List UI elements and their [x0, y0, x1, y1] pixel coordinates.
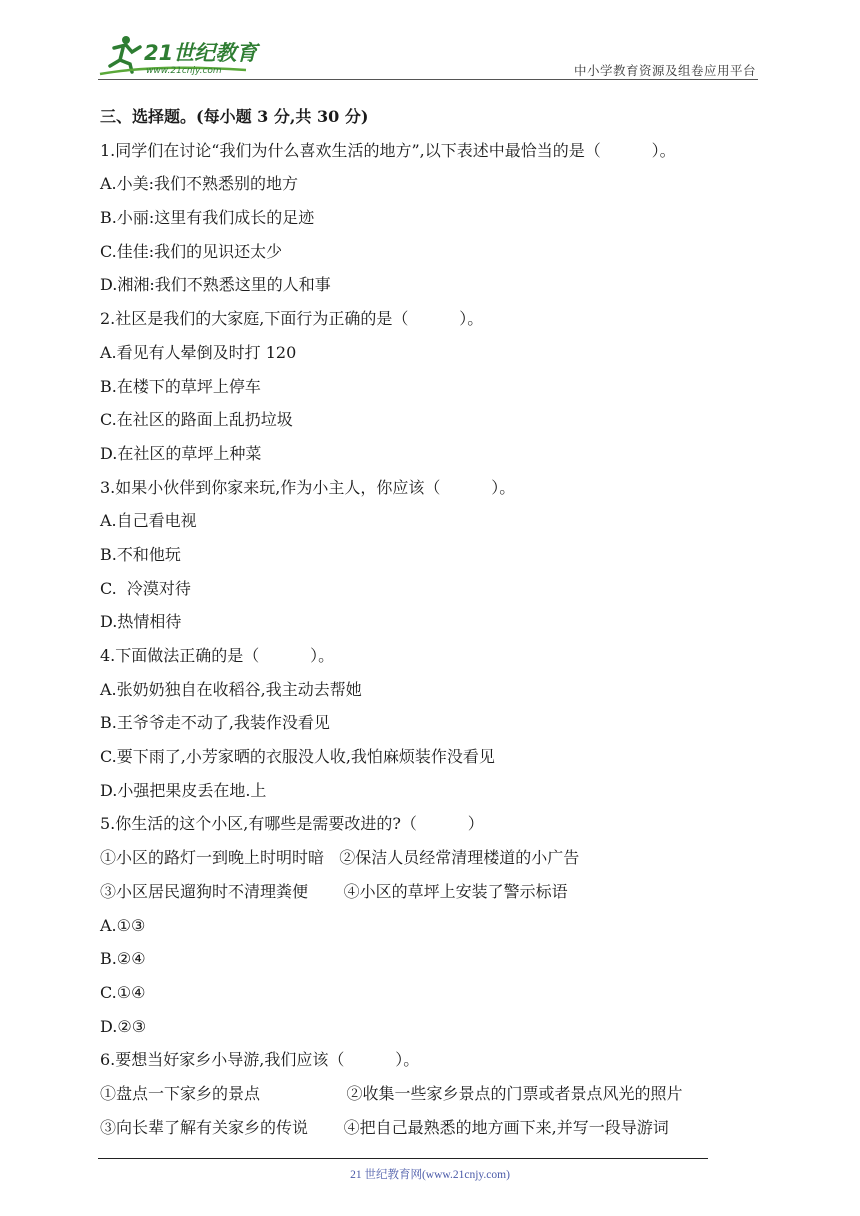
question-line: B.在楼下的草坪上停车	[100, 376, 261, 396]
question-line: C.佳佳:我们的见识还太少	[100, 241, 283, 261]
question-line: D.小强把果皮丢在地.上	[100, 780, 267, 800]
question-line: D.热情相待	[100, 612, 182, 632]
page-header	[0, 0, 860, 80]
question-line: B.王爷爷走不动了,我装作没看见	[100, 713, 330, 733]
question-line: B.②④	[100, 949, 146, 969]
logo-url: www.21cnjy.com	[146, 66, 222, 76]
question-line: C.要下雨了,小芳家晒的衣服没人收,我怕麻烦装作没看见	[100, 747, 495, 767]
question-line: C.在社区的路面上乱扔垃圾	[100, 410, 293, 430]
brand-logo	[96, 34, 266, 78]
logo-text: 21世纪教育	[144, 41, 258, 65]
question-line: D.湘湘:我们不熟悉这里的人和事	[100, 275, 331, 295]
section-title: 三、选择题。(每小题 3 分,共 30 分)	[100, 107, 369, 126]
footer-text: 21 世纪教育网(www.21cnjy.com)	[350, 1169, 510, 1181]
question-line: D.②③	[100, 1016, 147, 1036]
question-line: A.张奶奶独自在收稻谷,我主动去帮她	[100, 679, 362, 699]
question-line: 6.要想当好家乡小导游,我们应该（ ）。	[100, 1050, 420, 1070]
question-line: 3.如果小伙伴到你家来玩,作为小主人，你应该（ ）。	[100, 477, 516, 497]
question-line: ①小区的路灯一到晚上时明时暗 ②保洁人员经常清理楼道的小广告	[100, 848, 580, 868]
question-line: C.①④	[100, 982, 146, 1002]
question-line: C. 冷漠对待	[100, 578, 191, 598]
question-line: B.小丽:这里有我们成长的足迹	[100, 208, 315, 228]
footer-divider	[98, 1158, 708, 1159]
header-divider	[98, 79, 758, 80]
question-line: A.小美:我们不熟悉别的地方	[100, 174, 299, 194]
question-line: ①盘点一下家乡的景点 ②收集一些家乡景点的门票或者景点风光的照片	[100, 1083, 683, 1103]
question-section	[100, 100, 760, 1144]
question-line: A.自己看电视	[100, 511, 197, 531]
question-line: A.①③	[100, 915, 146, 935]
question-line: 2.社区是我们的大家庭,下面行为正确的是（ ）。	[100, 309, 484, 329]
platform-name: 中小学教育资源及组卷应用平台	[573, 63, 756, 78]
question-line: B.不和他玩	[100, 544, 181, 564]
question-line: ③小区居民遛狗时不清理粪便 ④小区的草坪上安装了警示标语	[100, 881, 568, 901]
question-line: 4.下面做法正确的是（ ）。	[100, 646, 335, 665]
question-line: A.看见有人晕倒及时打 120	[100, 342, 297, 362]
question-line: 5.你生活的这个小区,有哪些是需要改进的?（ ）	[100, 814, 484, 834]
question-line: ③向长辈了解有关家乡的传说 ④把自己最熟悉的地方画下来,并写一段导游词	[100, 1117, 669, 1137]
question-line: D.在社区的草坪上种菜	[100, 443, 262, 463]
question-line: 1.同学们在讨论“我们为什么喜欢生活的地方”,以下表述中最恰当的是（ ）。	[100, 140, 676, 160]
question-list	[100, 134, 760, 1145]
